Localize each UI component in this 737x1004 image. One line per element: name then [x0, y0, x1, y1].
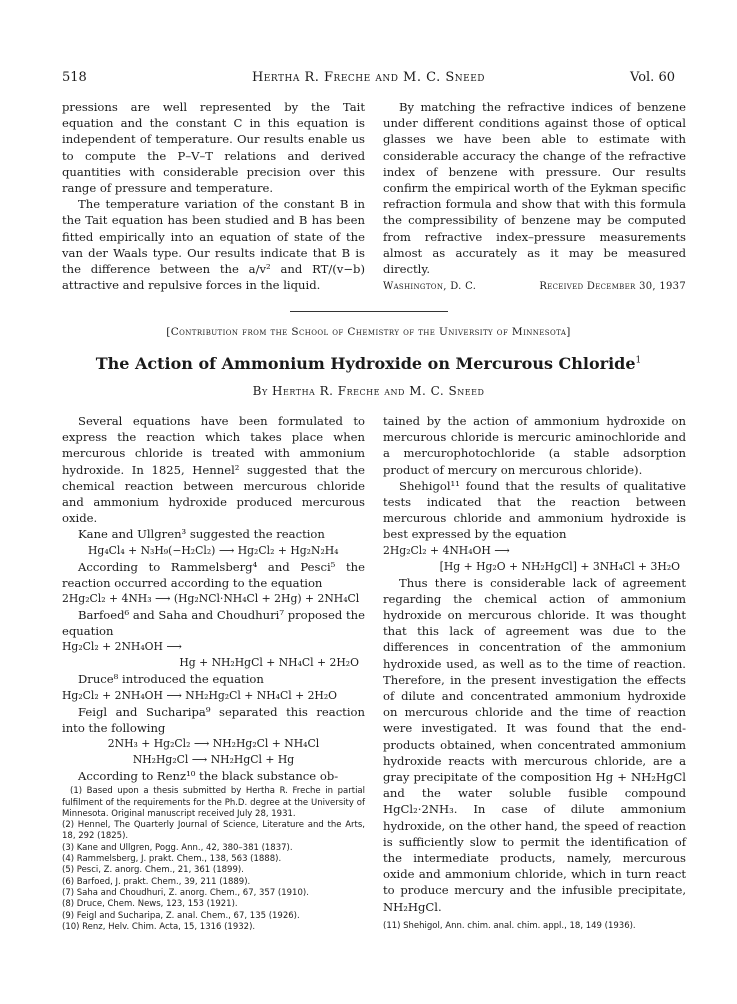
running-title: Hertha R. Freche and M. C. Sneed	[251, 70, 486, 85]
byline: By Hertha R. Freche and M. C. Sneed	[252, 384, 485, 398]
footnote: (10) Renz, Helv. Chim. Acta, 15, 1316 (1932).	[62, 921, 256, 932]
received-date: Received December 30, 1937	[539, 281, 686, 293]
paragraph: Druce⁸ introduced the equation	[78, 672, 264, 687]
contribution-line: [Contribution from the School of Chemistry of the University of Minnesota]	[166, 326, 571, 338]
footnote: (4) Rammelsberg, J. prakt. Chem., 138, 563 (1888).	[62, 854, 282, 865]
equation: 2Hg₂Cl₂ + 4NH₄OH ⟶	[383, 543, 510, 557]
footnote: (1) Based upon a thesis submitted by Hertha R. Freche in partial fulfilment of the requirements for the Ph.D. degree at the University of Minnesota. Original manuscript received July 28, 1931.	[62, 786, 365, 819]
footnote: (7) Saha and Choudhuri, Z. anorg. Chem., 67, 357 (1910).	[62, 887, 309, 898]
paragraph: Barfoed⁶ and Saha and Choudhuri⁷ proposed the equation	[62, 608, 365, 639]
footnote: (5) Pesci, Z. anorg. Chem., 21, 361 (1899).	[62, 865, 244, 876]
article-title	[0, 354, 737, 373]
paragraph: Several equations have been formulated to express the reaction which takes place when mercurous chloride is treated with ammonium hydroxide. In 1825, Hennel² suggested that the chemical reaction between mercurous chloride and ammonium hydroxide produced mercurous oxide.	[62, 414, 365, 526]
equation: Hg + NH₂HgCl + NH₄Cl + 2H₂O	[179, 656, 359, 670]
paragraph: pressions are well represented by the Tait equation and the constant C in this equation is independent of temperature. Our results enable us to compute the P–V–T relations and derived quantities with considerable precision over this range of pressure and temperature.	[62, 100, 365, 196]
paragraph: According to Rammelsberg⁴ and Pesci⁵ the reaction occurred according to the equation	[62, 559, 365, 590]
footnote: (3) Kane and Ullgren, Pogg. Ann., 42, 380–381 (1837).	[62, 842, 293, 853]
footnote: (8) Druce, Chem. News, 123, 153 (1921).	[62, 899, 238, 910]
equation: Hg₂Cl₂ + 2NH₄OH ⟶	[62, 640, 182, 654]
paragraph: The temperature variation of the constant B in the Tait equation has been studied and B has been fitted empirically into an equation of state of the van der Waals type. Our results indicate that B is the difference between the a/v² and RT/(v−b) attractive and repulsive forces in the liquid.	[62, 197, 365, 293]
location: Washington, D. C.	[383, 281, 477, 293]
volume-label: Vol. 60	[630, 70, 675, 85]
paragraph: Thus there is considerable lack of agreement regarding the chemical action of ammonium hydroxide on mercurous chloride. It was thought that this lack of agreement was due to the differences in concentration of the ammonium hydroxide used, as well as to the time of reaction. Therefore, in the present investigation the effects of dilute and concentrated ammonium hydroxide on mercurous chloride and the time of reaction were investigated. It was found that the end-products obtained, when concentrated ammonium hydroxide reacts with mercurous chloride, are a gray precipitate of the composition Hg + NH₂HgCl and the water soluble fusible compound HgCl₂·2NH₃. In case of dilute ammonium hydroxide, on the other hand, the speed of reaction is sufficiently slow to permit the identification of the intermediate products, namely, mercurous oxide and ammonium chloride, which in turn react to produce mercury and the infusible precipitate, NH₂HgCl.	[383, 575, 686, 914]
title-footnote-mark: 1	[635, 355, 642, 366]
equation: NH₂Hg₂Cl ⟶ NH₂HgCl + Hg	[132, 753, 295, 767]
footnote: (9) Feigl and Sucharipa, Z. anal. Chem., 67, 135 (1926).	[62, 910, 300, 921]
paragraph: Shehigol¹¹ found that the results of qualitative tests indicated that the reaction between mercurous chloride and ammonium hydroxide is best expressed by the equation	[383, 478, 686, 542]
equation: Hg₂Cl₂ + 2NH₄OH ⟶ NH₂Hg₂Cl + NH₄Cl + 2H₂O	[62, 688, 338, 702]
footnote: (6) Barfoed, J. prakt. Chem., 39, 211 (1889).	[62, 876, 251, 887]
title-text: The Action of Ammonium Hydroxide on Mercurous Chloride	[95, 354, 636, 373]
main-left-column	[62, 413, 365, 933]
previous-article-right-column	[383, 99, 686, 295]
equation: 2Hg₂Cl₂ + 4NH₃ ⟶ (Hg₂NCl·NH₄Cl + 2Hg) + 2NH₄Cl	[62, 592, 360, 606]
main-right-column	[383, 413, 686, 932]
footnotes	[62, 786, 365, 933]
paragraph: tained by the action of ammonium hydroxide on mercurous chloride is mercuric aminochloride and a mercurophotochloride (a stable adsorption product of mercury on mercurous chloride).	[383, 414, 686, 477]
section-divider	[290, 311, 448, 312]
previous-article-left-column	[62, 99, 365, 293]
paragraph: According to Renz¹⁰ the black substance ob-	[78, 769, 339, 784]
equation: [Hg + Hg₂O + NH₂HgCl] + 3NH₄Cl + 3H₂O	[439, 559, 680, 573]
footnote: (11) Shehigol, Ann. chim. anal. chim. appl., 18, 149 (1936).	[383, 920, 636, 931]
footnote: (2) Hennel, The Quarterly Journal of Science, Literature and the Arts, 18, 292 (1825).	[62, 820, 365, 842]
paragraph: Kane and Ullgren³ suggested the reaction	[78, 527, 325, 542]
paragraph: By matching the refractive indices of benzene under different conditions against those of optical glasses we have been able to estimate with considerable accuracy the change of the refractive index of benzene with pressure. Our results confirm the empirical worth of the Eykman specific refraction formula and show that with this formula the compressibility of benzene may be computed from refractive index–pressure measurements almost as accurately as it may be measured directly.	[383, 100, 686, 277]
equation: 2NH₃ + Hg₂Cl₂ ⟶ NH₂Hg₂Cl + NH₄Cl	[107, 737, 320, 751]
page-number: 518	[62, 70, 87, 85]
signature-line	[383, 279, 686, 295]
footnotes	[383, 921, 686, 932]
equation: Hg₄Cl₄ + N₃H₉(−H₂Cl₂) ⟶ Hg₂Cl₂ + Hg₂N₂H₄	[88, 543, 339, 557]
paragraph: Feigl and Sucharipa⁹ separated this reaction into the following	[62, 704, 365, 735]
